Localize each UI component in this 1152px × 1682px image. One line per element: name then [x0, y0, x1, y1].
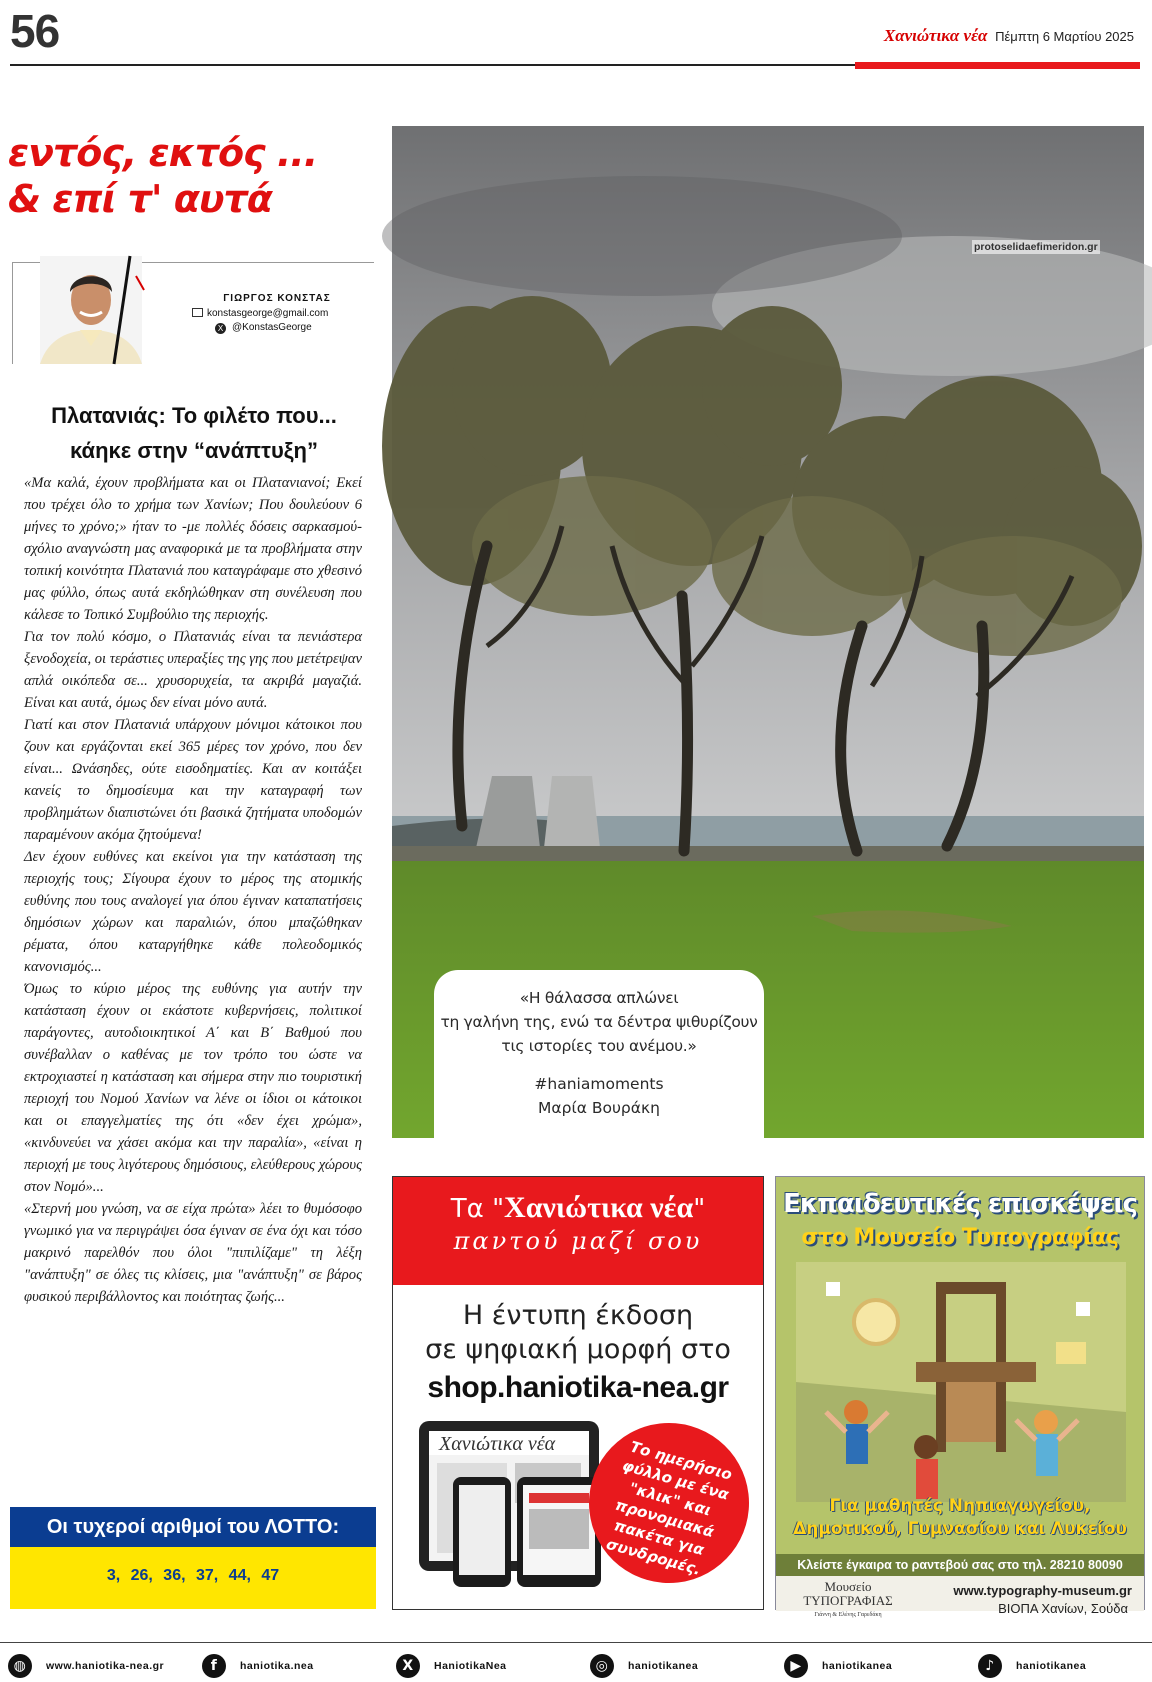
- museum-logo-founders: Γιάννη & Ελένης Γαρεδάκη: [814, 1612, 882, 1618]
- footer-rule: [0, 1642, 1152, 1643]
- photo-quote-card: [434, 970, 764, 1138]
- footer-facebook: haniotika.nea: [240, 1660, 314, 1672]
- lotto-box: [10, 1507, 376, 1609]
- subscription-ad-headline: [393, 1177, 763, 1225]
- article-body: [24, 472, 362, 1308]
- article-paragraph: «Μα καλά, έχουν προβλήματα και οι Πλατανιανοί; Εκεί που τρέχει όλο το χρήμα των Χανίων; Που δουλεύουν 6 μήνες το χρόνο;» ήταν το -με πολλές δόσεις σαρκασμού- σχόλιο αναγνώστη μας αναφορικά με τα προβλήματα στην τοπική κοινότητα Πλατανιά που καταγράφαμε στο χθεσινό μας φύλλο, όπως αυτά εκδηλώθηκαν στη συνέλευση που κάλεσε το Τοπικό Συμβούλιο της περιοχής.: [24, 475, 362, 623]
- author-handle-text: @KonstasGeorge: [232, 322, 312, 333]
- article-title-line1: Πλατανιάς: Το φιλέτο που...: [51, 403, 337, 428]
- author-email[interactable]: [192, 308, 372, 319]
- museum-logo: [788, 1580, 908, 1622]
- museum-ad-phone[interactable]: Κλείστε έγκαιρα το ραντεβού σας στο τηλ. 28210 80090: [776, 1554, 1144, 1576]
- photo-hashtag[interactable]: #haniamoments: [534, 1075, 664, 1093]
- article-paragraph: Γιατί και στον Πλατανιά υπάρχουν μόνιμοι κάτοικοι που ζουν και εργάζονται εκεί 365 μέρες τον χρόνο, που δεν είναι... Ωνάσηδες, ούτε εισοδηματίες. Και αν κοιτάξει κανείς το δημοσίευμα και την καταγραφή των προβλημάτων διαπιστώνει ότι βασικά ζητήματα υποδομών παραμένουν ακόμα ζητούμενα!: [24, 717, 362, 843]
- photographer-name: Μαρία Βουράκη: [538, 1099, 660, 1117]
- article-paragraph: Δεν έχουν ευθύνες και εκείνοι για την κατάσταση της περιοχής τους; Σίγουρα έχουν το μέρος της ατομικής ευθύνης που τους αναλογεί για όπου έγιναν καταπατήσεις δημόσιων χώρων και παραλιών, όπου μπαζώθηκαν ρέματα, όπου καταργήθηκε κάθε πολεοδομικός κανονισμός...: [24, 849, 362, 975]
- printing-press-illustration: [796, 1262, 1126, 1502]
- masthead: [884, 26, 1134, 46]
- photo-quote-line: τη γαλήνη της, ενώ τα δέντρα ψιθυρίζουν: [440, 1013, 758, 1031]
- footer-facebook-link[interactable]: [202, 1654, 314, 1678]
- subscription-ad-circle: Το ημερήσιο φύλλο με ένα "κλικ" και προνομιακά πακέτα για συνδρομές.: [570, 1404, 768, 1602]
- column-title-line1: εντός, εκτός ...: [8, 131, 318, 175]
- lotto-title: Οι τυχεροί αριθμοί του ΛΟΤΤΟ:: [10, 1507, 376, 1547]
- museum-logo-name: ΤΥΠΟΓΡΑΦΙΑΣ: [803, 1593, 893, 1608]
- article-title: [12, 398, 376, 468]
- author-email-text: konstasgeorge@gmail.com: [207, 308, 329, 319]
- museum-location: ΒΙΟΠΑ Χανίων, Σούδα: [998, 1601, 1128, 1616]
- subscription-ad[interactable]: [392, 1176, 764, 1610]
- footer-instagram-link[interactable]: [590, 1654, 698, 1678]
- museum-ad-audience-line: Για μαθητές Νηπιαγωγείου,: [829, 1496, 1091, 1516]
- author-name: ΓΙΩΡΓΟΣ ΚΟΝΣΤΑΣ: [223, 293, 331, 304]
- article-paragraph: Για τον πολύ κόσμο, ο Πλατανιάς είναι τα πενιάστερα ξενοδοχεία, οι τεράστιες υπεραξίες της γης που μετέτρεψαν απλά οικόπεδα σε... χρυσορυχεία, τα ακριβά μαγαζιά. Είναι και αυτά, όμως δεν είναι μόνο αυτά.: [24, 629, 363, 711]
- youtube-icon: ▶: [784, 1654, 808, 1678]
- lotto-numbers: 3, 26, 36, 37, 44, 47: [106, 1567, 280, 1584]
- footer-x: HaniotikaNea: [434, 1660, 507, 1672]
- footer-x-link[interactable]: [396, 1654, 507, 1678]
- header-accent-bar: [855, 62, 1140, 69]
- subscription-ad-banner: [393, 1177, 763, 1285]
- footer-website: www.haniotika-nea.gr: [46, 1660, 165, 1672]
- subscription-ad-text-line: σε ψηφιακή μορφή στο: [425, 1334, 731, 1365]
- footer-tiktok-link[interactable]: [978, 1654, 1086, 1678]
- header-rule: [10, 64, 855, 66]
- article-paragraph: Όμως το κύριο μέρος της ευθύνης για αυτήν την κατάσταση έχουν οι εκάστοτε κυβερνήσεις, πολιτικοί παράγοντες, αυτοδιοικητικοί Α΄ και Β΄ Βαθμού που συνέβαλλαν ο καθένας με τον τρόπο του ώστε να εκτροχιαστεί η κατάσταση και σήμερα στην πιο τουριστική περιοχή του Νομού Χανίων να λένε οι ίδιοι οι κάτοικοι και οι επαγγελματίες της ότι «δεν έχει χρώμα», «κινδυνεύει να χάσει ακόμα και την παραλία», «είναι η περιοχή με τους λιγότερους δημόσιους, ελεύθερους χώρους στον Νομό»...: [24, 981, 362, 1195]
- footer-tiktok: haniotikanea: [1016, 1660, 1087, 1672]
- typography-museum-ad[interactable]: [775, 1176, 1145, 1618]
- x-icon: X: [215, 323, 226, 334]
- email-icon: [192, 308, 203, 317]
- author-portrait: [40, 256, 142, 364]
- museum-ad-audience: [776, 1495, 1144, 1541]
- photo-quote-line: «Η θάλασσα απλώνει: [519, 989, 679, 1007]
- museum-ad-subtitle: στο Μουσείο Τυπογραφίας: [801, 1225, 1119, 1250]
- column-title-line2: & επί τ' αυτά: [8, 177, 272, 221]
- instagram-icon: ◎: [590, 1654, 614, 1678]
- subscription-ad-text: [393, 1299, 763, 1367]
- subscription-ad-prefix: Τα ": [450, 1194, 505, 1224]
- photo-watermark: protoselidaefimeridon.gr: [974, 241, 1098, 253]
- subscription-ad-suffix: ": [693, 1194, 706, 1224]
- masthead-brand[interactable]: Χανιώτικα νέα: [883, 26, 988, 45]
- photo-credit: [434, 1072, 764, 1120]
- x-icon: X: [396, 1654, 420, 1678]
- photo-quote-line: τις ιστορίες του ανέμου.»: [501, 1037, 697, 1055]
- facebook-icon: f: [202, 1654, 226, 1678]
- photo-quote: [434, 970, 764, 1058]
- footer-youtube-link[interactable]: [784, 1654, 892, 1678]
- footer-instagram: haniotikanea: [628, 1660, 699, 1672]
- page-number: 56: [10, 5, 60, 57]
- svg-text:Χανιώτικα νέα: Χανιώτικα νέα: [439, 1433, 556, 1455]
- subscription-ad-text-line: Η έντυπη έκδοση: [462, 1300, 694, 1331]
- tiktok-icon: ♪: [978, 1654, 1002, 1678]
- footer-youtube: haniotikanea: [822, 1660, 893, 1672]
- subscription-ad-brand: Χανιώτικα νέα: [504, 1191, 694, 1224]
- author-handle[interactable]: [215, 322, 365, 334]
- museum-website[interactable]: www.typography-museum.gr: [953, 1583, 1132, 1598]
- subscription-ad-url[interactable]: shop.haniotika-nea.gr: [427, 1371, 729, 1404]
- globe-icon: ◍: [8, 1654, 32, 1678]
- footer-website-link[interactable]: [8, 1654, 164, 1678]
- issue-date: Πέμπτη 6 Μαρτίου 2025: [995, 29, 1134, 44]
- museum-ad-audience-line: Δημοτικού, Γυμνασίου και Λυκείου: [793, 1519, 1127, 1539]
- article-title-line2: κάηκε στην “ανάπτυξη”: [70, 438, 318, 463]
- article-paragraph: «Στερνή μου γνώση, να σε είχα πρώτα» λέει το θυμόσοφο γνωμικό για να περιγράψει όσα έγιναν σε ένα όχι και τόσο μακρινό παρελθόν που όλοι "πιπιλίζαμε" τη λέξη "ανάπτυξη" σε όλες τις κλίσεις, μια "ανάπτυξη" σε βάρος φυσικού περιβάλλοντος και ποιότητας ζωής...: [24, 1201, 362, 1305]
- museum-logo-line: Μουσείο: [824, 1579, 872, 1594]
- subscription-ad-slogan: παντού μαζί σου: [453, 1227, 703, 1255]
- column-title: [8, 130, 378, 222]
- museum-ad-title: Εκπαιδευτικές επισκέψεις: [783, 1189, 1137, 1219]
